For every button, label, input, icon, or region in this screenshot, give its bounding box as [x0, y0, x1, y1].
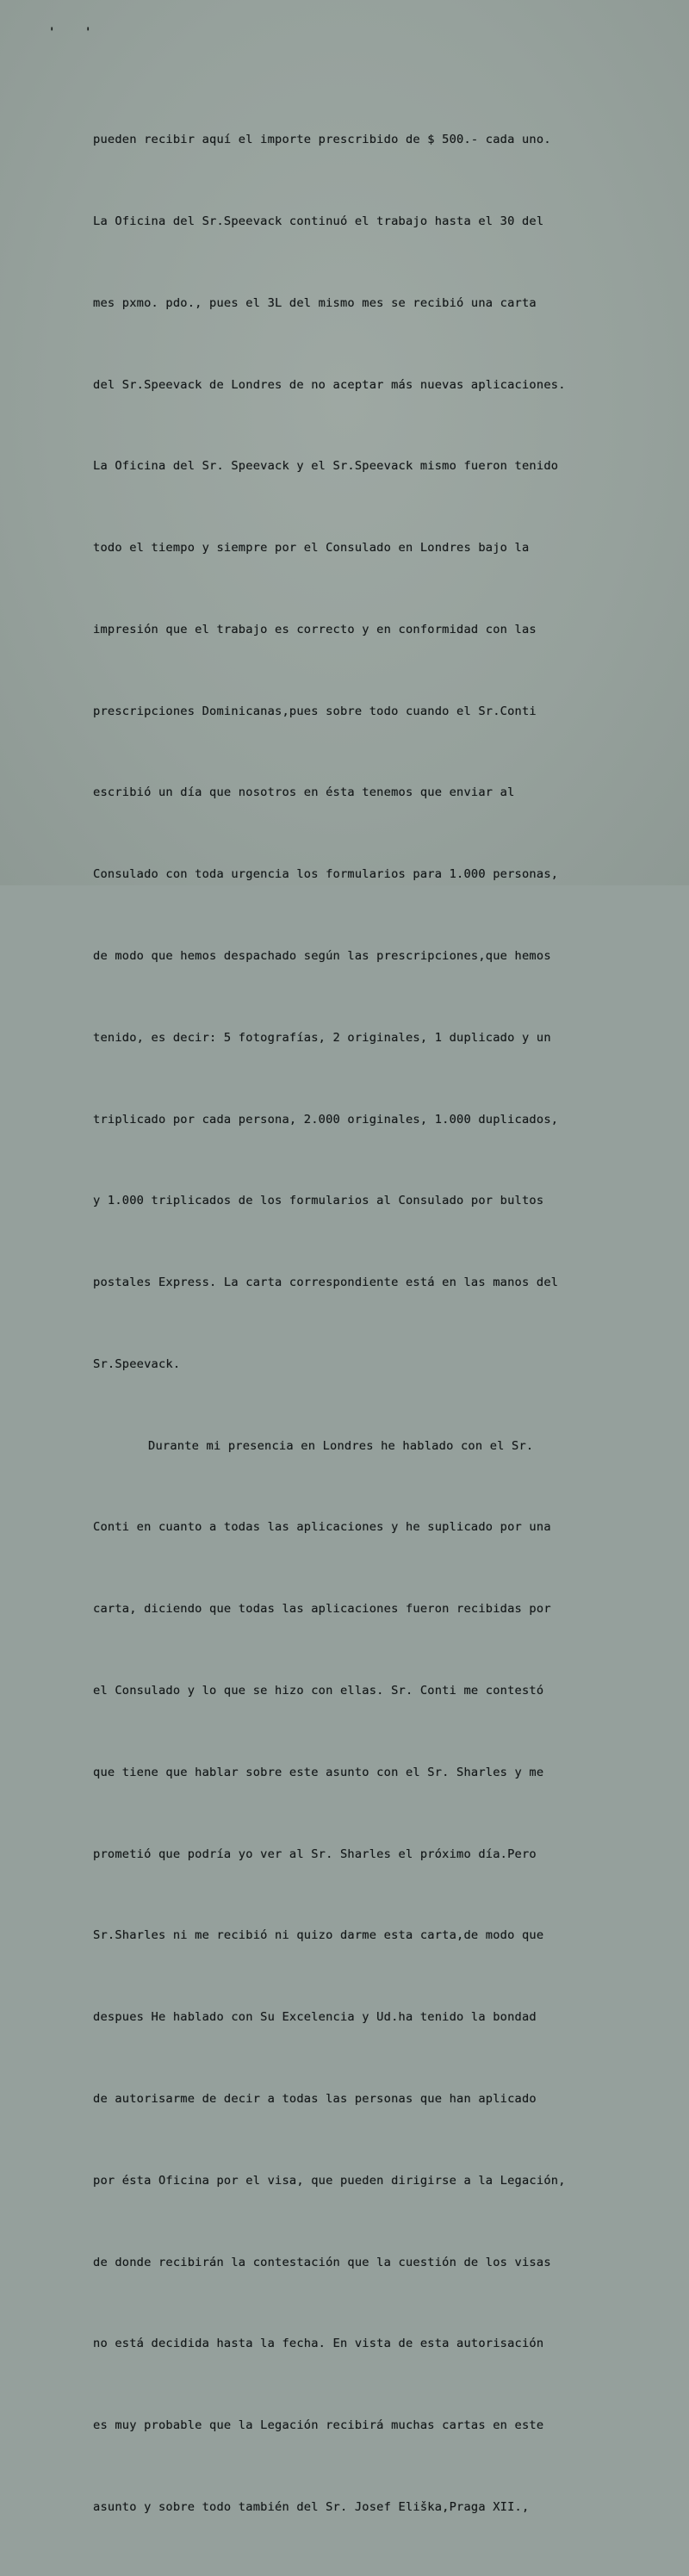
text-line: asunto y sobre todo también del Sr. Josef Eliška,Praga XII., [93, 2499, 530, 2514]
letter-body [93, 72, 679, 2576]
text-line: que tiene que hablar sobre este asunto con el Sr. Sharles y me [93, 1765, 544, 1779]
paragraph-start-line: Durante mi presencia en Londres he hablado con el Sr. [148, 1438, 534, 1453]
text-line: La Oficina del Sr. Speevack y el Sr.Speevack mismo fueron tenido [93, 459, 559, 474]
text-line: del Sr.Speevack de Londres de no aceptar más nuevas aplicaciones. [93, 377, 566, 392]
text-line: Conti en cuanto a todas las aplicaciones y he suplicado por una [93, 1520, 551, 1535]
text-line: el Consulado y lo que se hizo con ellas. Sr. Conti me contestó [93, 1684, 544, 1698]
text-line: postales Express. La carta correspondiente está en las manos del [93, 1276, 559, 1290]
text-line: todo el tiempo y siempre por el Consulado en Londres bajo la [93, 541, 530, 556]
text-line: mes pxmo. pdo., pues el 3L del mismo mes se recibió una carta [93, 295, 537, 310]
text-line: despues He hablado con Su Excelencia y Ud.ha tenido la bondad [93, 2010, 537, 2025]
text-line: tenido, es decir: 5 fotografías, 2 originales, 1 duplicado y un [93, 1030, 551, 1045]
text-line: pueden recibir aquí el importe prescribido de $ 500.- cada uno. [93, 133, 551, 147]
top-mark-right: ' [84, 26, 92, 40]
text-line: de autorisarme de decir a todas las personas que han aplicado [93, 2091, 537, 2106]
text-line: prometió que podría yo ver al Sr. Sharles el próximo día.Pero [93, 1847, 537, 1861]
text-line: no está decidida hasta la fecha. En vista de esta autorisación [93, 2337, 544, 2351]
text-line: de donde recibirán la contestación que la cuestión de los visas [93, 2255, 551, 2269]
text-line: Sr.Speevack. [93, 1356, 181, 1371]
text-line: Consulado con toda urgencia los formularios para 1.000 personas, [93, 867, 559, 882]
text-line: de modo que hemos despachado según las prescripciones,que hemos [93, 949, 551, 963]
text-line: prescripciones Dominicanas,pues sobre todo cuando el Sr.Conti [93, 704, 537, 718]
text-line: escribió un día que nosotros en ésta tenemos que enviar al [93, 785, 515, 800]
text-line: es muy probable que la Legación recibirá muchas cartas en este [93, 2418, 544, 2433]
text-line: y 1.000 triplicados de los formularios al Consulado por bultos [93, 1194, 544, 1208]
text-line: La Oficina del Sr.Speevack continuó el trabajo hasta el 30 del [93, 214, 544, 228]
text-line: por ésta Oficina por el visa, que pueden dirigirse a la Legación, [93, 2173, 566, 2188]
text-line: impresión que el trabajo es correcto y en conformidad con las [93, 622, 537, 636]
text-line: triplicado por cada persona, 2.000 originales, 1.000 duplicados, [93, 1112, 559, 1127]
text-line: carta, diciendo que todas las aplicaciones fueron recibidas por [93, 1602, 551, 1617]
top-mark-left: ' [48, 26, 56, 40]
text-line: Sr.Sharles ni me recibió ni quizo darme esta carta,de modo que [93, 1928, 544, 1943]
